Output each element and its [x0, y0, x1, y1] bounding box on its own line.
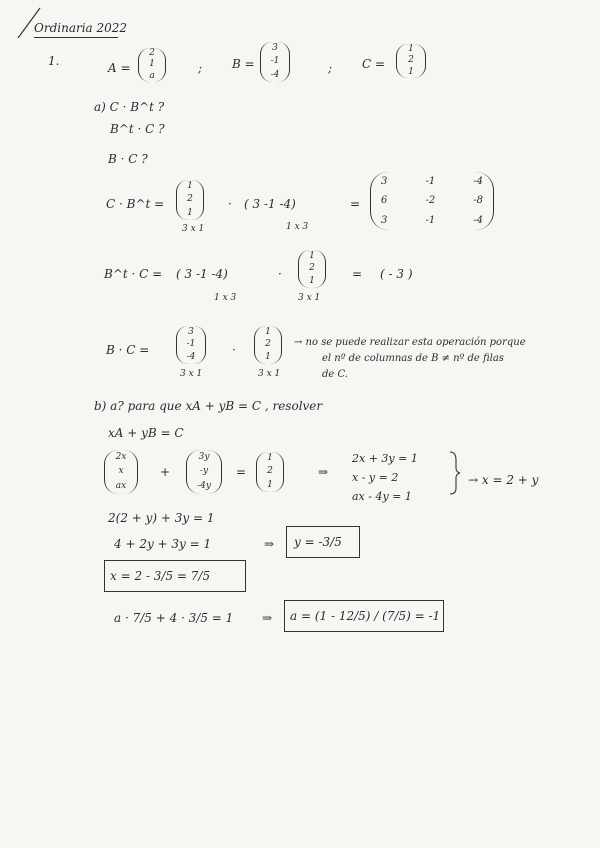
btc-lhs: B^t · C = — [104, 267, 163, 281]
btc-row-vector: ( 3 -1 -4) — [176, 267, 228, 281]
vector-entry: 1 — [309, 250, 315, 261]
vector-entry: 2 — [265, 339, 271, 350]
equals: = — [236, 465, 247, 479]
dimension-label: 1 x 3 — [214, 293, 237, 303]
dimension-label: 3 x 1 — [258, 369, 281, 379]
matrix-entry: 3 — [381, 214, 388, 226]
separator: ; — [328, 61, 333, 75]
question: B · C ? — [108, 152, 148, 166]
part-b-heading: b) a? para que xA + yB = C , resolver — [94, 399, 323, 413]
vector-entry: 2 — [309, 263, 315, 274]
system-equation: ax - 4y = 1 — [352, 490, 412, 503]
vector-entry: 3y — [198, 451, 210, 462]
B-label: B = — [232, 57, 255, 71]
cbt-row-vector: ( 3 -1 -4) — [244, 197, 296, 211]
cbt-lhs: C · B^t = — [106, 197, 165, 211]
bc-note-line: el nº de columnas de B ≠ nº de filas — [322, 353, 504, 364]
vector-entry: -y — [199, 466, 209, 477]
matrix-A-entry: 1 — [149, 59, 155, 70]
matrix-entry: 6 — [381, 195, 388, 207]
step: 2(2 + y) + 3y = 1 — [108, 511, 215, 525]
vector-entry: 1 — [267, 479, 273, 490]
vector-entry: 3 — [188, 326, 194, 337]
btc-result: ( - 3 ) — [380, 267, 413, 281]
vector-entry: ax — [115, 481, 127, 492]
a-result: a = (1 - 12/5) / (7/5) = -1 — [290, 609, 441, 623]
bc-note-line: → no se puede realizar esta operación porque — [294, 337, 526, 348]
matrix-B-entry: 3 — [272, 43, 278, 54]
matrix-entry: -4 — [473, 176, 483, 188]
vector-entry: 2 — [267, 466, 273, 477]
page-title: Ordinaria 2022 — [34, 21, 128, 35]
matrix-A-entry: 2 — [149, 48, 155, 59]
dimension-label: 1 x 3 — [286, 222, 309, 232]
problem-number: 1. — [48, 54, 60, 68]
part-a-heading: a) C · B^t ? — [94, 100, 165, 114]
vector-entry: 1 — [187, 207, 193, 218]
matrix-entry: -1 — [425, 176, 436, 188]
dimension-label: 3 x 1 — [298, 293, 321, 303]
system-result: → x = 2 + y — [468, 473, 539, 487]
vector-entry: 1 — [187, 181, 193, 192]
dot: · — [278, 267, 282, 281]
part-b-equation: xA + yB = C — [108, 426, 184, 440]
implies-arrow: ⇒ — [264, 537, 275, 551]
matrix-entry: 3 — [381, 176, 388, 188]
vector-entry: 2x — [115, 451, 127, 462]
separator: ; — [198, 61, 203, 75]
implies-arrow: ⇒ — [318, 465, 329, 479]
vector-entry: -4y — [197, 481, 211, 492]
dot: · — [232, 343, 236, 357]
system-equation: x - y = 2 — [352, 471, 399, 484]
matrix-B-entry: -1 — [270, 56, 280, 67]
x-result: x = 2 - 3/5 = 7/5 — [110, 569, 211, 583]
vector-entry: 1 — [265, 326, 271, 337]
system-equation: 2x + 3y = 1 — [352, 452, 418, 465]
vector-entry: 1 — [267, 453, 273, 464]
dot: · — [228, 197, 232, 211]
matrix-B-entry: -4 — [270, 69, 280, 80]
vector-entry: -1 — [186, 339, 196, 350]
matrix-C-entry: 2 — [408, 55, 414, 66]
vector-entry: x — [118, 466, 124, 477]
matrix-entry: -8 — [473, 195, 483, 207]
vector-entry: -4 — [186, 352, 196, 363]
bc-note-line: de C. — [322, 369, 348, 380]
vector-entry: 2 — [187, 194, 193, 205]
matrix-entry: -2 — [425, 195, 436, 207]
dimension-label: 3 x 1 — [182, 224, 205, 234]
A-label: A = — [108, 61, 131, 75]
matrix-C-entry: 1 — [408, 44, 414, 55]
bc-lhs: B · C = — [106, 343, 150, 357]
matrix-A-entry: a — [149, 70, 155, 81]
matrix-C-entry: 1 — [408, 66, 414, 77]
question: B^t · C ? — [110, 122, 165, 136]
plus: + — [160, 465, 171, 479]
vector-entry: 1 — [265, 352, 271, 363]
step: 4 + 2y + 3y = 1 — [114, 537, 212, 551]
dimension-label: 3 x 1 — [180, 369, 203, 379]
equals: = — [350, 197, 361, 211]
C-label: C = — [362, 57, 386, 71]
equals: = — [352, 267, 363, 281]
vector-entry: 1 — [309, 276, 315, 287]
step: a · 7/5 + 4 · 3/5 = 1 — [114, 611, 234, 625]
matrix-entry: -4 — [473, 214, 483, 226]
y-result: y = -3/5 — [294, 535, 342, 549]
matrix-entry: -1 — [425, 214, 436, 226]
implies-arrow: ⇒ — [262, 611, 273, 625]
